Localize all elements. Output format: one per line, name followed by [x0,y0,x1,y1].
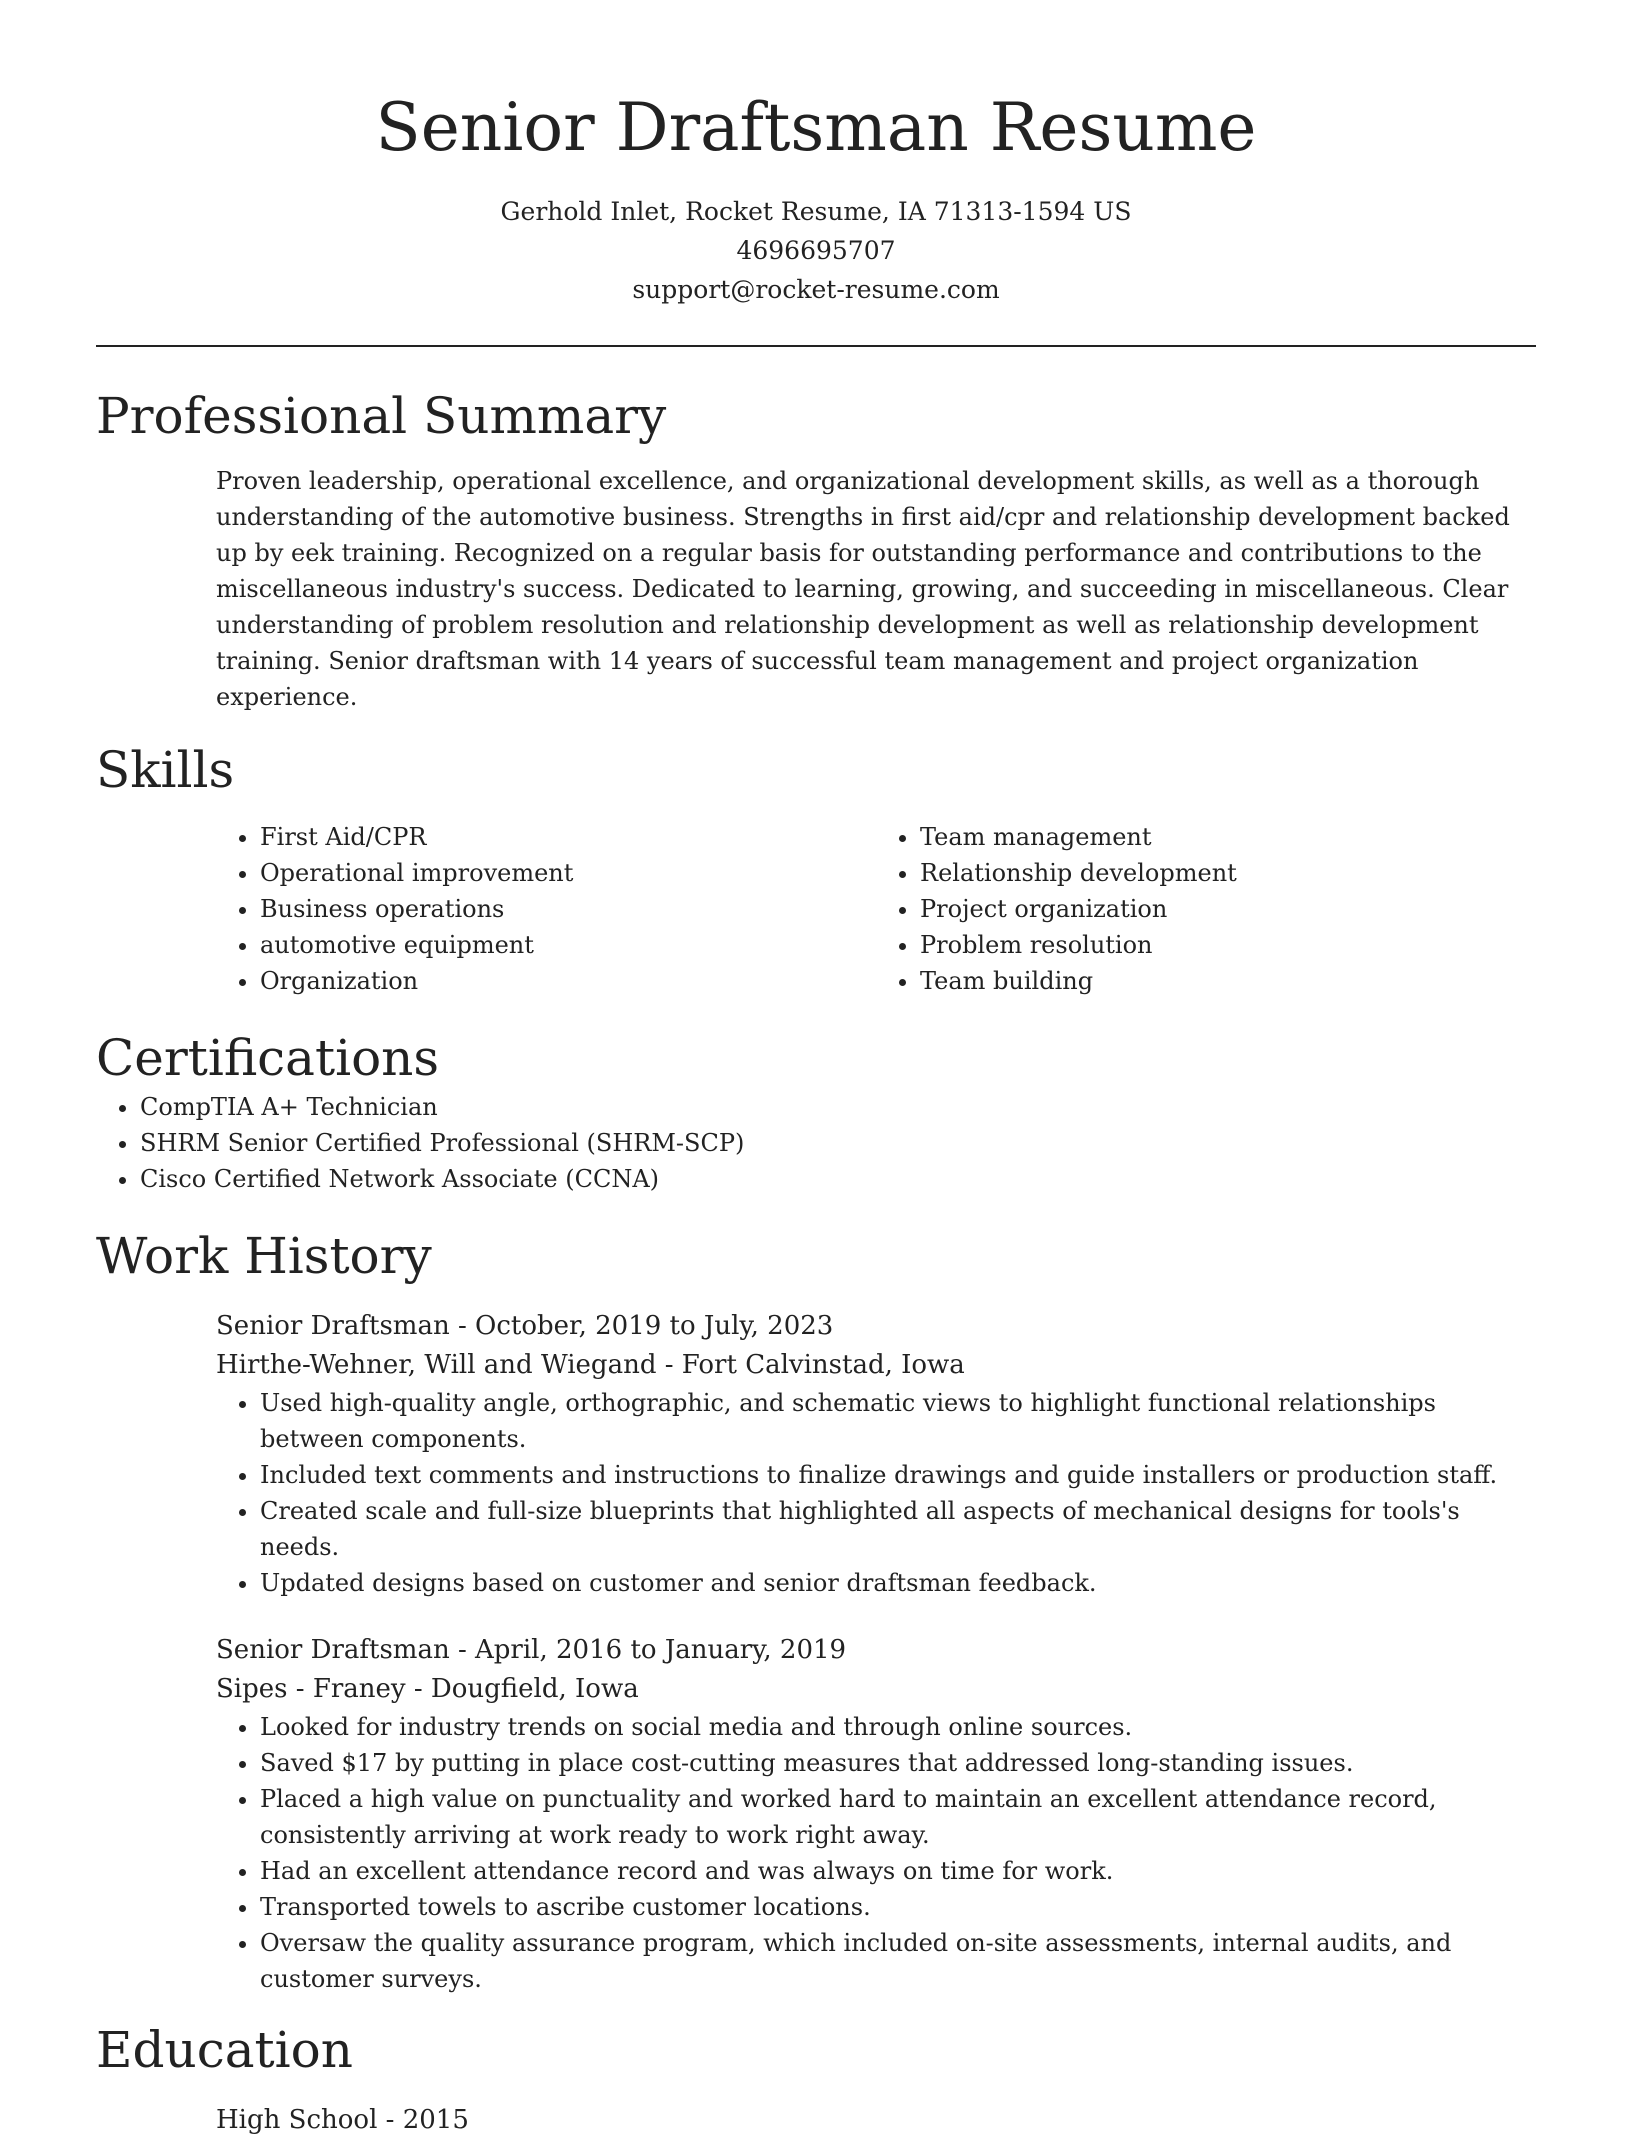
responsibility-item: • Looked for industry trends on social media and through online sources. [260,1709,1536,1745]
section-professional-summary [96,385,1536,715]
resume-title: Senior Draftsman Resume [375,89,1257,166]
skill-item: • Team building [920,963,1536,999]
contact-phone: 4696695707 [736,236,896,265]
job-entry [216,1307,1536,1601]
header-divider [96,345,1536,347]
certification-item: • SHRM Senior Certified Professional (SHRM-SCP) [140,1125,1536,1161]
contact-info [96,192,1536,309]
responsibility-item: • Included text comments and instructions to finalize drawings and guide installers or production staff. [260,1457,1536,1493]
skills-list-right [876,819,1536,999]
job-title-dates: Senior Draftsman - April, 2016 to January, 2019 [216,1635,847,1665]
responsibility-item: • Updated designs based on customer and senior draftsman feedback. [260,1565,1536,1601]
job-company-location: Sipes - Franey - Dougfield, Iowa [216,1674,639,1704]
skill-item: • Problem resolution [920,927,1536,963]
contact-address: Gerhold Inlet, Rocket Resume, IA 71313-1594 US [500,197,1132,226]
job-title-dates: Senior Draftsman - October, 2019 to July, 2023 [216,1311,834,1341]
job-company-location: Hirthe-Wehner, Will and Wiegand - Fort Calvinstad, Iowa [216,1350,965,1380]
skill-item: • Project organization [920,891,1536,927]
responsibility-item: • Placed a high value on punctuality and worked hard to maintain an excellent attendance record, consistently arriving at work ready to work right away. [260,1781,1536,1853]
responsibility-item: • Oversaw the quality assurance program, which included on-site assessments, internal audits, and customer surveys. [260,1925,1536,1997]
certification-item: • Cisco Certified Network Associate (CCNA) [140,1161,1536,1197]
section-heading-skills: Skills [96,741,235,799]
section-education [96,2019,1536,2140]
education-entry [216,2101,1536,2140]
job-responsibilities [216,1709,1536,1997]
section-work-history [96,1225,1536,1997]
skills-list-left [216,819,876,999]
section-heading-certifications: Certifications [96,1029,440,1087]
skill-item: • Business operations [260,891,876,927]
certification-item: • CompTIA A+ Technician [140,1089,1536,1125]
responsibility-item: • Created scale and full-size blueprints that highlighted all aspects of mechanical designs for tools's needs. [260,1493,1536,1565]
section-heading-summary: Professional Summary [96,387,667,445]
section-certifications [96,1027,1536,1197]
responsibility-item: • Used high-quality angle, orthographic, and schematic views to highlight functional relationships between components. [260,1385,1536,1457]
summary-text: Proven leadership, operational excellence, and organizational development skills, as well as a thorough understanding of the automotive business. Strengths in first aid/cpr and relationship development backed up by eek training. Recognized on a regular basis for outstanding performance and contributions to the miscellaneous industry's success. Dedicated to learning, growing, and succeeding in miscellaneous. Clear understanding of problem resolution and relationship development as well as relationship development training. Senior draftsman with 14 years of successful team management and project organization experience. [216,467,1510,711]
responsibility-item: • Had an excellent attendance record and was always on time for work. [260,1853,1536,1889]
skill-item: • Organization [260,963,876,999]
section-skills [96,739,1536,999]
skill-item: • Operational improvement [260,855,876,891]
section-heading-work: Work History [96,1227,432,1285]
responsibility-item: • Transported towels to ascribe customer locations. [260,1889,1536,1925]
resume-header [96,0,1536,309]
section-heading-education: Education [96,2021,353,2079]
certifications-list [96,1089,1536,1197]
skill-item: • First Aid/CPR [260,819,876,855]
skill-item: • automotive equipment [260,927,876,963]
job-responsibilities [216,1385,1536,1601]
education-degree-year: High School - 2015 [216,2105,469,2135]
skills-columns [216,819,1536,999]
job-entry [216,1631,1536,1997]
contact-email: support@rocket-resume.com [632,275,1000,304]
skill-item: • Relationship development [920,855,1536,891]
responsibility-item: • Saved $17 by putting in place cost-cutting measures that addressed long-standing issues. [260,1745,1536,1781]
skill-item: • Team management [920,819,1536,855]
